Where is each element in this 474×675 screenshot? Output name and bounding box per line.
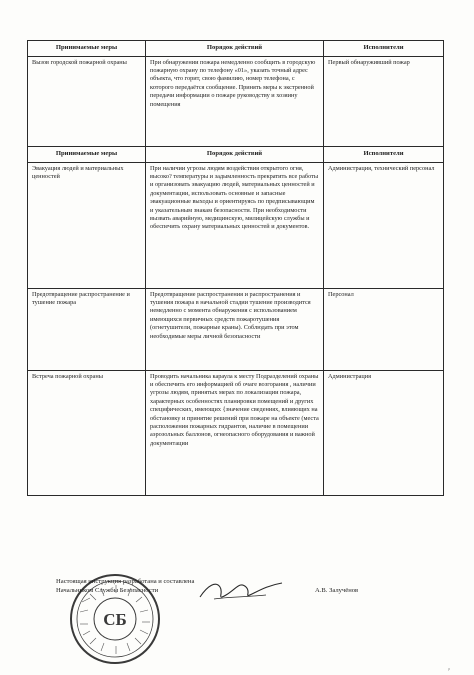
header-procedure: Порядок действий <box>146 147 324 163</box>
cell-procedure: Предотвращение распространения и распространения и тушения пожара в начальной стадии тушение производится немедленно с момента обнаружения с использованием имеющихся первичных средств пожаротушения (огнетушители, пожарные краны). Соблюдать при этом необходимые меры личной безопасности <box>146 288 324 370</box>
fire-action-table-2 <box>27 146 444 496</box>
handwritten-signature <box>196 577 286 605</box>
table-header-row <box>28 147 444 163</box>
cell-measure: Вызов городской пожарной охраны <box>28 56 146 146</box>
scan-margin-mark: ρ <box>448 666 450 671</box>
header-procedure: Порядок действий <box>146 41 324 57</box>
cell-measure: Эвакуация людей и материальных ценностей <box>28 162 146 288</box>
stamp-center-text: СБ <box>103 610 127 629</box>
cell-measure: Предотвращение распространение и тушение пожара <box>28 288 146 370</box>
signer-name: А.В. Залучёнов <box>315 587 359 594</box>
header-measures: Принимаемые меры <box>28 147 146 163</box>
table-row <box>28 56 444 146</box>
header-executors: Исполнители <box>324 147 444 163</box>
header-measures: Принимаемые меры <box>28 41 146 57</box>
instruction-footer <box>56 578 194 596</box>
table-row <box>28 370 444 495</box>
table-row <box>28 162 444 288</box>
footer-line-2: Начальником Службы Безопасности <box>56 586 159 594</box>
cell-executor: Администрация <box>324 370 444 495</box>
header-executors: Исполнители <box>324 41 444 57</box>
cell-executor: Персонал <box>324 288 444 370</box>
cell-executor: Администрация, технический персонал <box>324 162 444 288</box>
cell-procedure: При обнаружении пожара немедленно сообщить в городскую пожарную охрану по телефону «01», указать точный адрес объекта, что горит, свою фамилию, номер телефона, с которого передаётся сообщение. Принять меры к экстренной передачи информации о пожаре руководству и хозяину помещения <box>146 56 324 146</box>
cell-procedure: При наличии угрозы людям воздействия открытого огня, высоко? температуры и задымленность прекратить все работы и организовать эвакуацию людей, материальных ценностей и документации, использовать основные и запасные эвакуационные выходы и ориентируясь по предписывающим и указательным знакам безопасности. При необходимости вызвать аварийную, медицинскую, милицейскую службы и обеспечить охрану материальных ценностей и документов. <box>146 162 324 288</box>
cell-executor: Первый обнаруживший пожар <box>324 56 444 146</box>
footer-line-1: Настоящая инструкция разработана и составлена <box>56 578 195 585</box>
table-header-row <box>28 41 444 57</box>
cell-measure: Встреча пожарной охраны <box>28 370 146 495</box>
table-row <box>28 288 444 370</box>
fire-action-table-1 <box>27 40 444 147</box>
cell-procedure: Проводить начальника караула к месту Подразделений охраны и обеспечить его информацией об очаге возгорания , наличии угрозы людям, принятых мерах по локализации пожара, характерных особенностях планировки помещений и других специфических, имеющих {значение сведениях, влияющих на обстановку и принятие решений при пожаре на объекте (места расположения пожарных гидрантов, наличие в помещении аэрозольных баллонов, огнеопасного оборудования и важной документации <box>146 370 324 495</box>
